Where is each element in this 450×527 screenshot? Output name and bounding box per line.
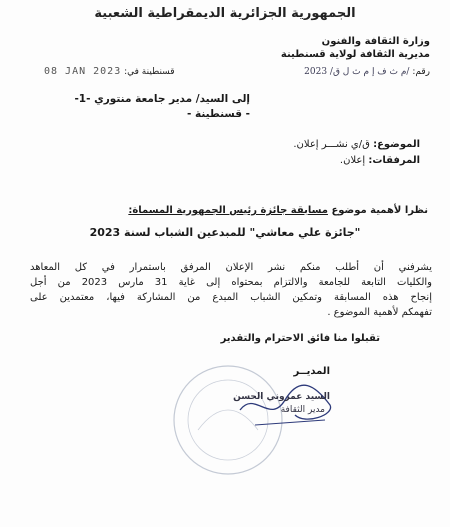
subject-value: ق/ي نشـــر إعلان. (293, 139, 370, 150)
body-paragraph (30, 260, 432, 320)
intro-prefix: نظرا لأهمية موضوع (331, 205, 428, 216)
closing-regards: تقبلوا منا فائق الاحترام والتقدير (220, 333, 380, 344)
date-stamp: 08 JAN 2023 (44, 66, 122, 77)
director-title: المديــر (293, 366, 330, 377)
body-line-1: يشرفني أن أطلب منكم نشر الإعلان المرفق باستمرار في كل المعاهد (30, 262, 432, 273)
body-line-4: تفهمكم لأهمية الموضوع . (327, 307, 432, 318)
recipient-line-2: - قسنطينة - (186, 108, 250, 120)
republic-header: الجمهورية الجزائرية الديمقراطية الشعبية (94, 6, 356, 21)
intro-underlined: مسابقة جائزة رئيس الجمهورية المسماة: (128, 205, 328, 216)
body-line-2: والكليات التابعة للجامعة والالتزام بمحتواه إلى غاية 31 مارس 2023 من أجل (30, 277, 433, 288)
ref-label: رقم: (412, 67, 430, 77)
ministry-line-1: وزارة الثقافة والفنون (321, 36, 430, 47)
city-label: قسنطينة في: (124, 67, 175, 77)
subject-line (293, 139, 420, 150)
attachments-value: إعلان. (339, 155, 366, 166)
ref-value: /م ث ف إ م ث ل ق/ 2023 (304, 67, 410, 77)
attachments-label: المرفقات: (368, 155, 420, 166)
ministry-block (281, 35, 430, 61)
city-date (40, 66, 175, 77)
body-line-3: إنجاح هذه المسابقة وتمكين الشباب المبدع من المشاركة فيها، معتمدين على (30, 292, 432, 303)
prize-title: "جائزة علي معاشي" للمبدعين الشباب لسنة 2023 (89, 226, 361, 239)
ministry-line-2: مديرية الثقافة لولاية قسنطينة (280, 49, 430, 60)
signature-name: السيد عمروني الحسن (233, 392, 330, 402)
reference-number (304, 67, 430, 77)
recipient-line-1: إلى السيد/ مدير جامعة منتوري -1- (74, 93, 250, 105)
intro-line (128, 205, 428, 216)
signature-title: مدير الثقافة (280, 405, 325, 415)
attachments-line (340, 155, 420, 166)
recipient-block (60, 92, 250, 122)
subject-label: الموضوع: (373, 139, 420, 150)
